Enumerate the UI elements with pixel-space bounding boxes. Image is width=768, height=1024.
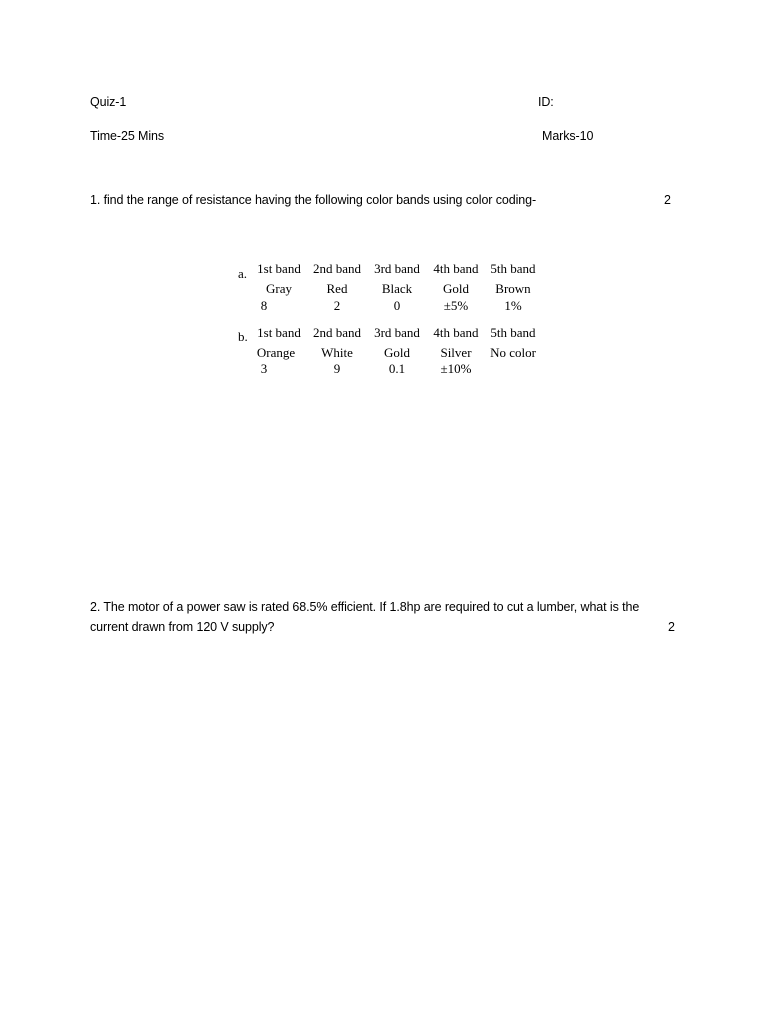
table-header: 3rd band [374,261,420,276]
table-cell: Gray [266,281,292,296]
question-2-marks: 2 [668,620,675,634]
table-header: 5th band [490,261,536,276]
table-cell: 0 [393,298,401,313]
marks-label: Marks-10 [542,129,594,143]
table-cell: ±10% [440,361,472,376]
table-header: 4th band [433,261,479,276]
table-header: 4th band [433,325,479,340]
table-cell: 3 [260,361,268,376]
table-header: 2nd band [312,325,362,340]
table-cell: Gold [443,281,469,296]
table-header: 1st band [257,325,301,340]
table-header: 1st band [257,261,301,276]
table-cell: Red [326,281,348,296]
table-cell: Silver [440,345,472,360]
table-cell: Gold [384,345,410,360]
table-cell: 1% [504,298,522,313]
table-header: 5th band [490,325,536,340]
quiz-title: Quiz-1 [90,95,127,109]
table-cell: White [321,345,353,360]
table-cell: No color [490,345,536,360]
table-cell: 8 [260,298,268,313]
time-label: Time-25 Mins [90,129,165,143]
question-2-text-line-2: current drawn from 120 V supply? [90,620,275,634]
part-b-label: b. [238,329,248,344]
table-header: 2nd band [312,261,362,276]
table-cell: ±5% [443,298,469,313]
table-cell: Orange [256,345,296,360]
table-cell: 2 [333,298,341,313]
table-cell: Black [381,281,413,296]
question-1-text: 1. find the range of resistance having the following color bands using color coding- [90,193,537,207]
id-label: ID: [538,95,554,109]
table-cell: 0.1 [388,361,406,376]
part-a-label: a. [238,266,248,281]
table-cell: Brown [495,281,531,296]
question-1-marks: 2 [664,193,671,207]
question-2-text-line-1: 2. The motor of a power saw is rated 68.5% efficient. If 1.8hp are required to cut a lumber, what is the [90,600,640,614]
table-header: 3rd band [374,325,420,340]
table-cell: 9 [333,361,341,376]
